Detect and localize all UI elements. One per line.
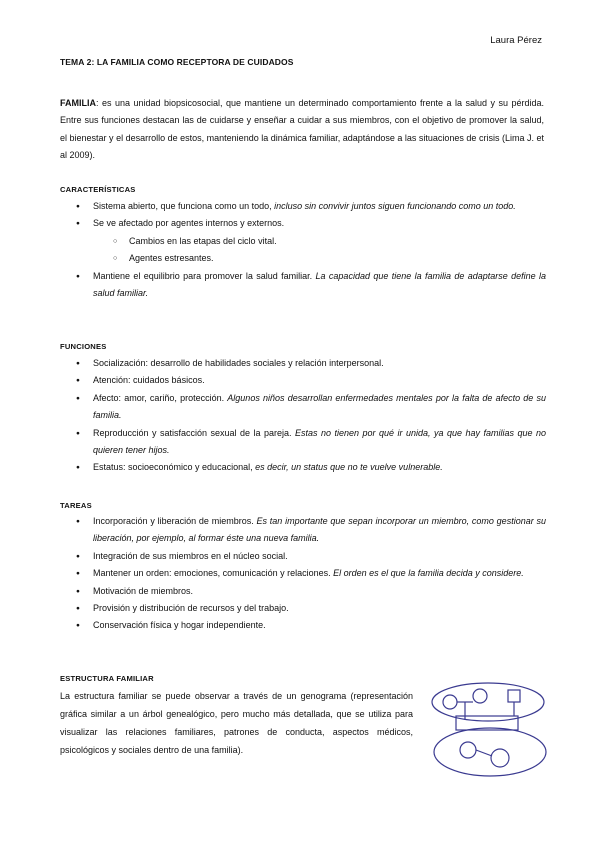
- genogram-lines: [432, 683, 546, 776]
- sub-list-item: ○ Agentes estresantes.: [93, 250, 546, 267]
- list-item: ● Mantener un orden: emociones, comunicación y relaciones. El orden es el que la familia decida y considere.: [60, 565, 546, 582]
- list-item: ● Atención: cuidados básicos.: [60, 372, 546, 389]
- genogram-circle-lower-right: [491, 749, 509, 767]
- genogram-circle-left: [443, 695, 457, 709]
- genogram-circle-lower-left: [460, 742, 476, 758]
- list-item: ● Reproducción y satisfacción sexual de la pareja. Estas no tienen por qué ir unida, ya que hay familias que no quieren tener hijos.: [60, 425, 546, 460]
- list-item: ● Estatus: socioeconómico y educacional, es decir, un status que no te vuelve vulnerable.: [60, 459, 546, 476]
- author-name: Laura Pérez: [490, 35, 542, 46]
- funciones-heading: FUNCIONES: [60, 342, 107, 351]
- list-item: ● Motivación de miembros.: [60, 583, 546, 600]
- list-item: ● Conservación física y hogar independiente.: [60, 617, 546, 634]
- genogram-lower-oval: [434, 728, 546, 776]
- list-item: ● Socialización: desarrollo de habilidades sociales y relación interpersonal.: [60, 355, 546, 372]
- estructura-heading: ESTRUCTURA FAMILIAR: [60, 674, 154, 683]
- list-item: ● Mantiene el equilibrio para promover la salud familiar. La capacidad que tiene la familia de adaptarse define la salud familiar.: [60, 268, 546, 303]
- sub-list-item: ○ Cambios en las etapas del ciclo vital.: [93, 233, 546, 250]
- genogram-square: [508, 690, 520, 702]
- list-item: ● Incorporación y liberación de miembros. Es tan importante que sepan incorporar un miembro, como gestionar su liberación, por ejemplo, al formar éste una nueva familia.: [60, 513, 546, 548]
- funciones-list: [60, 355, 546, 477]
- familia-text: : es una unidad biopsicosocial, que mantiene un determinado comportamiento frente a la salud y su pérdida. Entre sus funciones destacan las de cuidarse y enseñar a cuidar a sus miembros, con el objetivo de promover la salud, el bienestar y el desarrollo de estos, manteniendo la dinámica familiar, adaptándose a las situaciones de crisis (Lima J. et al 2009).: [60, 98, 544, 161]
- caracteristicas-heading: CARACTERÍSTICAS: [60, 185, 136, 194]
- sub-list: [93, 233, 546, 268]
- genogram-upper-oval: [432, 683, 544, 721]
- familia-term: FAMILIA: [60, 98, 96, 108]
- genogram-diagram: [428, 680, 548, 780]
- list-item: ● Sistema abierto, que funciona como un todo, incluso sin convivir juntos siguen funcionando como un todo.: [60, 198, 546, 215]
- tareas-heading: TAREAS: [60, 501, 92, 510]
- tareas-list: [60, 513, 546, 635]
- familia-definition: [60, 95, 544, 165]
- list-item: ● Afecto: amor, cariño, protección. Algunos niños desarrollan enfermedades mentales por la falta de afecto de su familia.: [60, 390, 546, 425]
- list-item: ● Se ve afectado por agentes internos y externos. ○ Cambios en las etapas del ciclo vital. ○ Agentes estresantes.: [60, 215, 546, 267]
- page-title: TEMA 2: LA FAMILIA COMO RECEPTORA DE CUIDADOS: [60, 57, 294, 67]
- list-item: ● Provisión y distribución de recursos y del trabajo.: [60, 600, 546, 617]
- caracteristicas-list: [60, 198, 546, 302]
- genogram-circle-center: [473, 689, 487, 703]
- list-item: ● Integración de sus miembros en el núcleo social.: [60, 548, 546, 565]
- estructura-text: La estructura familiar se puede observar a través de un genograma (representación gráfica similar a un árbol genealógico, pero mucho más detallada, que se utiliza para visualizar las relaciones familiares, patrones de conducta, aspectos médicos, psicológicos y sociales dentro de una familia).: [60, 691, 413, 755]
